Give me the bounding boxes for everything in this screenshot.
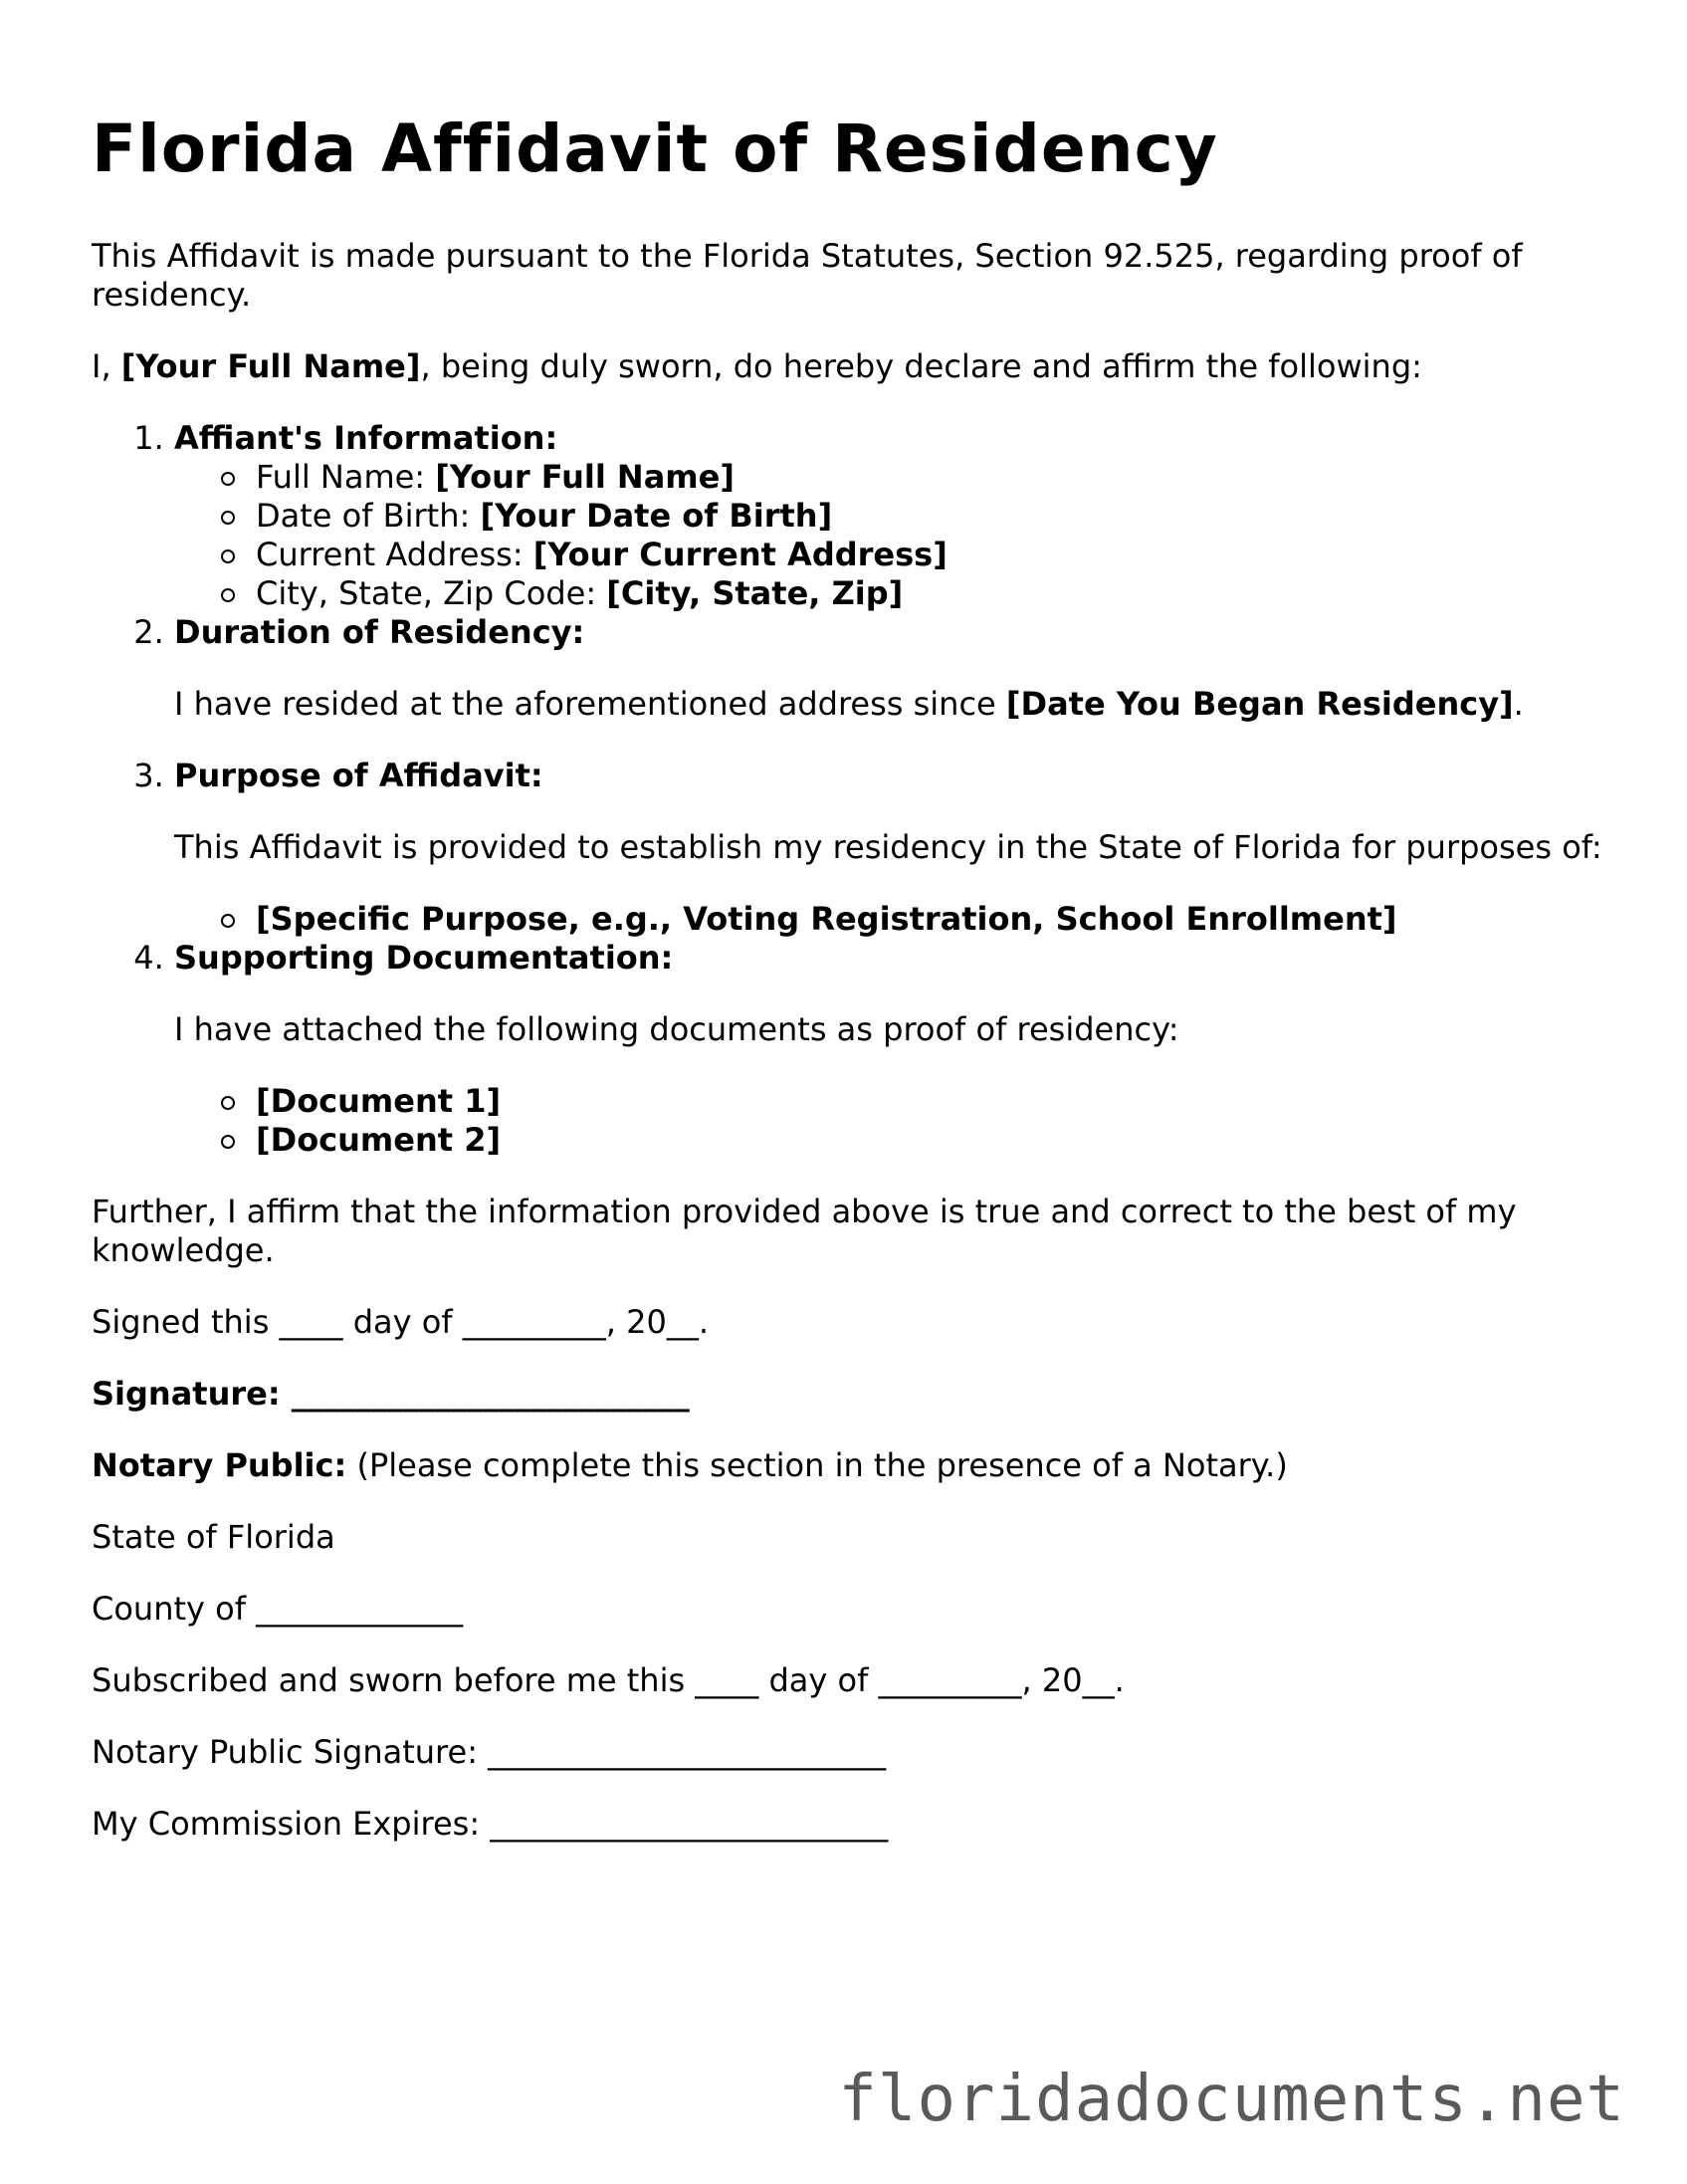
declaration-prefix: I, (92, 346, 121, 385)
notary-commission: My Commission Expires: _________________________ (92, 1804, 889, 1843)
site-watermark: floridadocuments.net (838, 2063, 1625, 2136)
intro-paragraph: This Affidavit is made pursuant to the Florida Statutes, Section 92.525, regarding proof of residency. (92, 236, 1523, 314)
duration-date: [Date You Began Residency] (1005, 684, 1514, 723)
declaration-paragraph (92, 347, 1604, 386)
purpose-value: [Specific Purpose, e.g., Voting Registration, School Enrollment] (256, 899, 1397, 938)
section-heading: Affiant's Information: (174, 418, 558, 457)
field-label: Date of Birth: (256, 496, 481, 535)
section-purpose (174, 757, 1604, 939)
documentation-items (174, 1082, 1604, 1160)
signature-label: Signature: (92, 1374, 281, 1413)
notary-state: State of Florida (92, 1517, 335, 1556)
field-value: [Your Full Name] (435, 457, 735, 496)
list-item (256, 497, 1604, 536)
documentation-text: I have attached the following documents as proof of residency: (174, 1009, 1179, 1048)
notary-heading (92, 1446, 1604, 1485)
duration-prefix: I have resided at the aforementioned address since (174, 684, 1006, 723)
section-heading: Duration of Residency: (174, 612, 585, 651)
document-value: [Document 2] (256, 1120, 502, 1159)
section-heading: Purpose of Affidavit: (174, 756, 543, 794)
affiant-fields (174, 458, 1604, 613)
field-value: [Your Date of Birth] (480, 496, 833, 535)
field-label: City, State, Zip Code: (256, 573, 607, 612)
list-item (256, 536, 1604, 574)
notary-label: Notary Public: (92, 1445, 347, 1484)
affirmation-paragraph: Further, I affirm that the information provided above is true and correct to the best of my knowledge. (92, 1192, 1517, 1269)
field-value: [City, State, Zip] (606, 573, 904, 612)
declaration-suffix: , being duly sworn, do hereby declare and affirm the following: (420, 346, 1422, 385)
page-title: Florida Affidavit of Residency (92, 110, 1218, 187)
section-documentation (174, 939, 1604, 1160)
duration-suffix: . (1513, 684, 1524, 723)
affidavit-sections (92, 419, 1604, 1160)
signed-date-line: Signed this ____ day of _________, 20__. (92, 1302, 709, 1341)
list-item (256, 900, 1604, 939)
signature-blank: _________________________ (280, 1374, 690, 1413)
notary-signature: Notary Public Signature: _________________________ (92, 1732, 887, 1771)
list-item (256, 574, 1604, 613)
purpose-items (174, 900, 1604, 939)
declaration-name: [Your Full Name] (120, 346, 421, 385)
notary-note: (Please complete this section in the presence of a Notary.) (346, 1445, 1288, 1484)
document-page (92, 111, 1604, 1876)
notary-subscribed: Subscribed and sworn before me this ____ day of _________, 20__. (92, 1660, 1125, 1699)
section-affiant (174, 419, 1604, 613)
field-value: [Your Current Address] (532, 535, 948, 573)
section-duration (174, 613, 1604, 724)
document-value: [Document 1] (256, 1081, 502, 1120)
signature-line (92, 1375, 1604, 1414)
purpose-text: This Affidavit is provided to establish my residency in the State of Florida for purposes of: (174, 827, 1602, 866)
section-heading: Supporting Documentation: (174, 938, 674, 977)
duration-text (174, 685, 1604, 724)
notary-county: County of _____________ (92, 1589, 464, 1628)
list-item (256, 1082, 1604, 1121)
field-label: Full Name: (256, 457, 436, 496)
list-item (256, 458, 1604, 497)
list-item (256, 1121, 1604, 1160)
field-label: Current Address: (256, 535, 533, 573)
